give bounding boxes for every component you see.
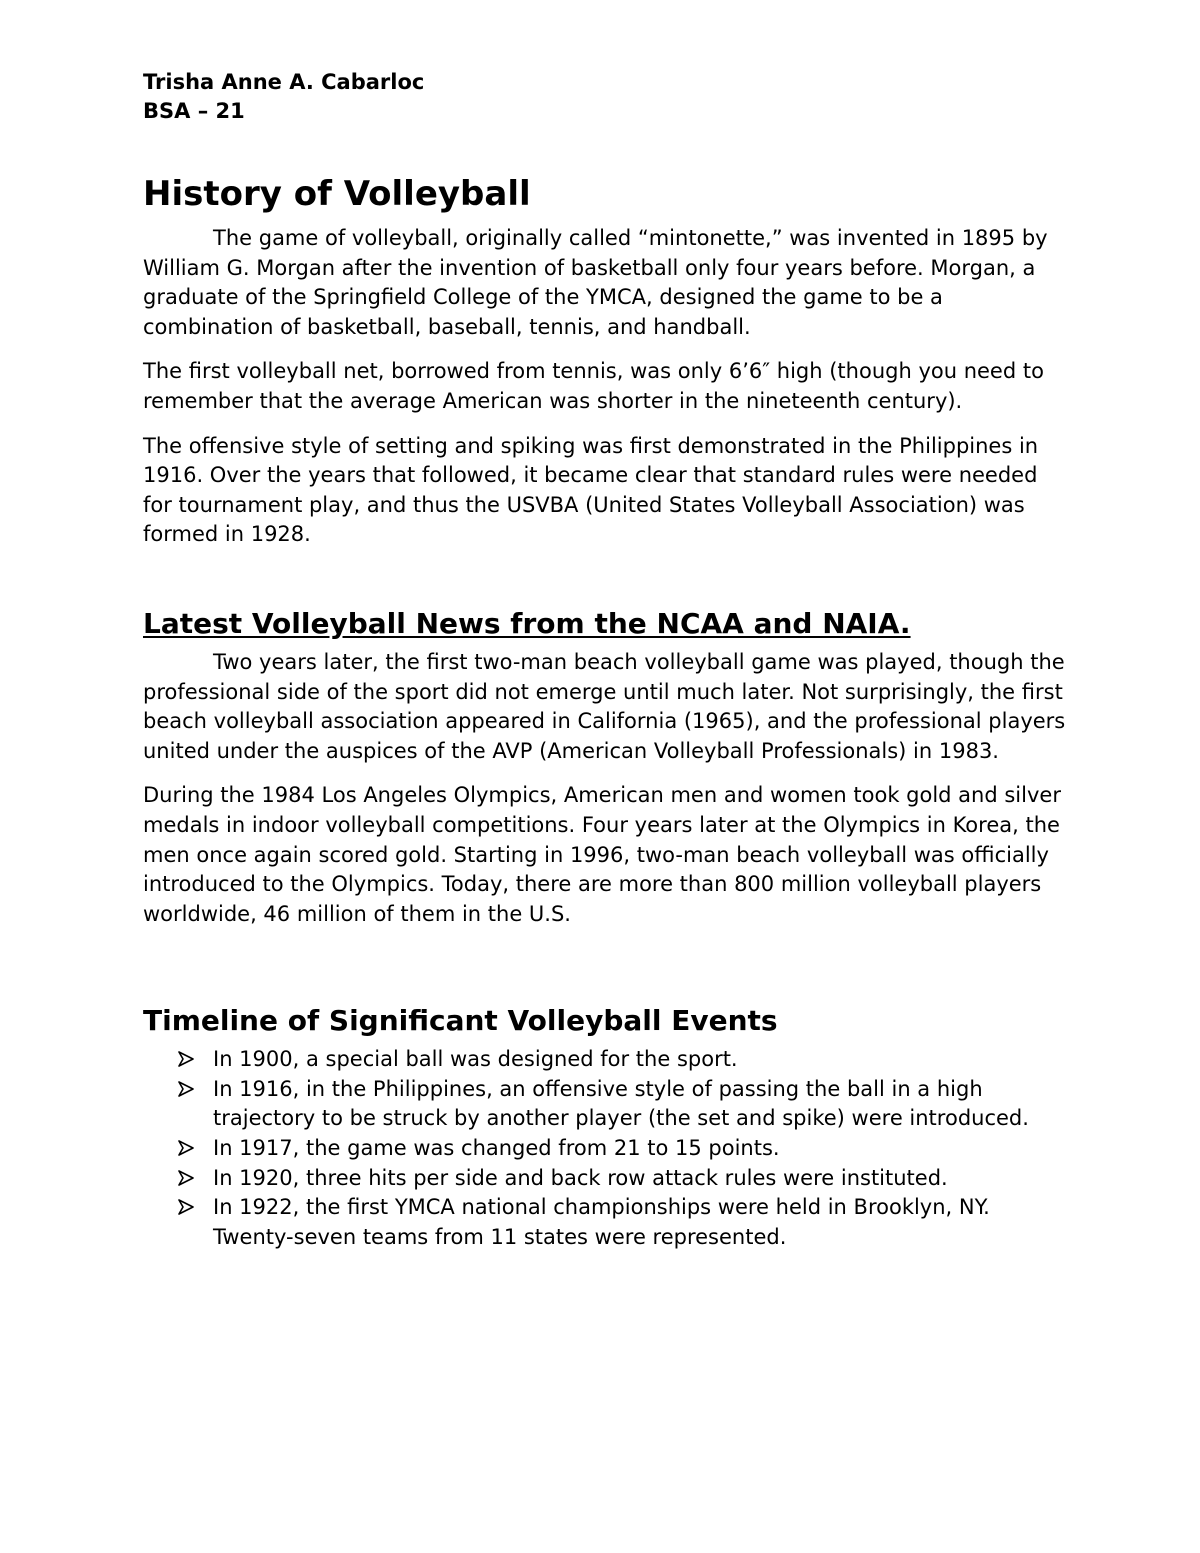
timeline-item [213,1075,1068,1134]
section-spacer [143,565,1068,605]
timeline-list [143,1045,1068,1252]
section-spacer [143,944,1068,1002]
timeline-item-text: In 1922, the first YMCA national championships were held in Brooklyn, NY. Twenty-seven teams from 11 states were represented. [213,1195,990,1249]
history-paragraph-1: The game of volleyball, originally called “mintonette,” was invented in 1895 by William G. Morgan after the invention of basketball only four years before. Morgan, a graduate of the Springfield College of the YMCA, designed the game to be a combination of basketball, baseball, tennis, and handball. [143,226,1048,339]
arrowhead-bullet-icon [177,1051,195,1067]
timeline-item [213,1164,1068,1194]
history-heading: History of Volleyball [143,174,531,214]
arrowhead-bullet-icon [177,1170,195,1186]
author-name: Trisha Anne A. Cabarloc [143,70,425,94]
timeline-item-text: In 1920, three hits per side and back row attack rules were instituted. [213,1165,948,1190]
timeline-item [213,1134,1068,1164]
history-paragraph-2: The first volleyball net, borrowed from tennis, was only 6’6″ high (though you need to remember that the average American was shorter in the nineteenth century). [143,359,1044,413]
news-heading: Latest Volleyball News from the NCAA and NAIA. [143,606,911,640]
timeline-item-text: In 1916, in the Philippines, an offensive style of passing the ball in a high trajectory to be struck by another player (the set and spike) were introduced. [213,1076,1029,1131]
arrowhead-bullet-icon [177,1140,195,1156]
timeline-item-text: In 1917, the game was changed from 21 to 15 points. [213,1136,780,1161]
timeline-item [213,1193,1068,1252]
history-paragraph-3: The offensive style of setting and spiking was first demonstrated in the Philippines in 1916. Over the years that followed, it became clear that standard rules were needed for tournament play, and thus the USVBA (United States Volleyball Association) was formed in 1928. [143,433,1039,547]
document-page [143,68,1068,1252]
news-paragraph-1: Two years later, the first two-man beach volleyball game was played, though the professional side of the sport did not emerge until much later. Not surprisingly, the first beach volleyball association appeared in California (1965), and the professional players united under the auspices of the AVP (American Volleyball Professionals) in 1983. [143,649,1066,763]
class-code: BSA – 21 [143,99,245,123]
arrowhead-bullet-icon [177,1081,195,1097]
timeline-heading: Timeline of Significant Volleyball Events [143,1004,778,1038]
news-paragraph-2: During the 1984 Los Angeles Olympics, American men and women took gold and silver medals in indoor volleyball competitions. Four years later at the Olympics in Korea, the men once again scored gold. Starting in 1996, two-man beach volleyball was officially introduced to the Olympics. Today, there are more than 800 million volleyball players worldwide, 46 million of them in the U.S. [143,783,1061,926]
arrowhead-bullet-icon [177,1199,195,1215]
timeline-item-text: In 1900, a special ball was designed for the sport. [213,1047,738,1072]
timeline-item [213,1045,1068,1075]
